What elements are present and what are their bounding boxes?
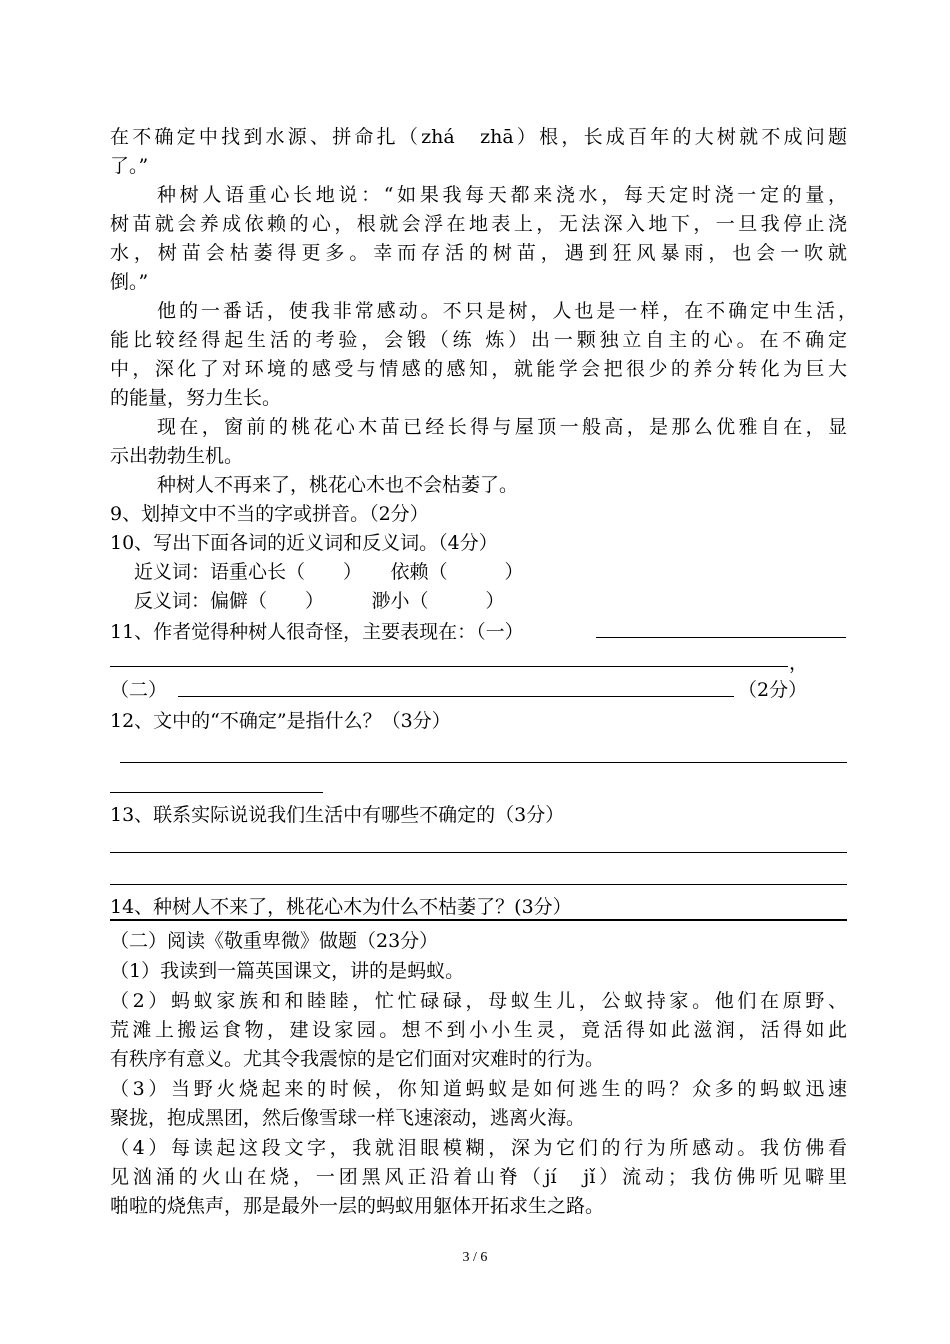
answer-line[interactable] [110, 792, 323, 793]
question-12: 12、文中的“不确定”是指什么？（3分） [110, 710, 451, 732]
passage-line: 中，深化了对环境的感受与情感的感知，就能学会把很少的养分转化为巨大 [110, 358, 847, 380]
passage-line: 见汹涌的火山在烧，一团黑风正沿着山脊（jí jǐ）流动；我仿佛听见噼里 [110, 1166, 847, 1188]
question-14: 14、种树人不来了，桃花心木为什么不枯萎了？(3分） [110, 896, 572, 918]
question-11: 11、作者觉得种树人很奇怪，主要表现在：（一） [110, 621, 524, 643]
answer-line[interactable] [120, 762, 847, 763]
question-10: 10、写出下面各词的近义词和反义词。（4分） [110, 532, 498, 554]
passage-line: 能比较经得起生活的考验，会锻（练 炼）出一颗独立自主的心。在不确定 [110, 329, 847, 351]
passage-line: 水，树苗会枯萎得更多。幸而存活的树苗，遇到狂风暴雨，也会一吹就 [110, 242, 847, 264]
question-10-antonyms: 反义词：偏僻（ ） 渺小（ ） [134, 590, 505, 612]
passage-line: 树苗就会养成依赖的心，根就会浮在地表上，无法深入地下，一旦我停止浇 [110, 213, 847, 235]
question-13: 13、联系实际说说我们生活中有哪些不确定的（3分） [110, 804, 565, 826]
answer-line[interactable] [110, 852, 847, 853]
passage-line: 种树人语重心长地说：“如果我每天都来浇水，每天定时浇一定的量， [157, 184, 847, 206]
passage-line: 有秩序有意义。尤其令我震惊的是它们面对灾难时的行为。 [110, 1048, 605, 1070]
passage-line: 他的一番话，使我非常感动。不只是树，人也是一样，在不确定中生活， [157, 300, 857, 322]
passage-line: 聚拢，抱成黑团，然后像雪球一样飞速滚动，逃离火海。 [110, 1107, 586, 1129]
comma: ， [789, 652, 809, 674]
answer-line[interactable] [110, 666, 788, 667]
passage-line: 倒。” [110, 271, 149, 293]
passage-line: 种树人不再来了，桃花心木也不会枯萎了。 [157, 474, 519, 496]
answer-line[interactable] [178, 696, 734, 697]
passage-line: （2）蚂蚁家族和和睦睦，忙忙碌碌，母蚁生儿，公蚁持家。他们在原野、 [110, 990, 847, 1012]
passage-line: 的能量，努力生长。 [110, 387, 282, 409]
question-11-score: （2分） [738, 679, 808, 701]
answer-line[interactable] [110, 884, 847, 885]
passage-line: （3）当野火烧起来的时候，你知道蚂蚁是如何逃生的吗？众多的蚂蚁迅速 [110, 1078, 847, 1100]
passage-line: （4）每读起这段文字，我就泪眼模糊，深为它们的行为所感动。我仿佛看 [110, 1137, 847, 1159]
question-10-synonyms: 近义词：语重心长（ ） 依赖（ ） [134, 561, 524, 583]
question-9: 9、划掉文中不当的字或拼音。（2分） [110, 503, 429, 525]
passage-line: 现在，窗前的桃花心木苗已经长得与屋顶一般高，是那么优雅自在，显 [157, 416, 847, 438]
question-11-part-two: （二） [110, 679, 168, 701]
passage-line: 在不确定中找到水源、拼命扎（zhá zhā）根，长成百年的大树就不成问题 [110, 126, 847, 148]
section-divider [110, 919, 847, 921]
passage-line: 荒滩上搬运食物，建设家园。想不到小小生灵，竟活得如此滋润，活得如此 [110, 1019, 847, 1041]
passage-line: 示出勃勃生机。 [110, 445, 244, 467]
page-number: 3 / 6 [462, 1250, 488, 1265]
passage-line: 了。” [110, 155, 149, 177]
passage-line: （1）我读到一篇英国课文，讲的是蚂蚁。 [110, 960, 465, 982]
answer-line[interactable] [596, 637, 846, 638]
passage-line: 啪啦的烧焦声，那是最外一层的蚂蚁用躯体开拓求生之路。 [110, 1195, 605, 1217]
section-heading: （二）阅读《敬重卑微》做题（23分） [110, 930, 439, 952]
